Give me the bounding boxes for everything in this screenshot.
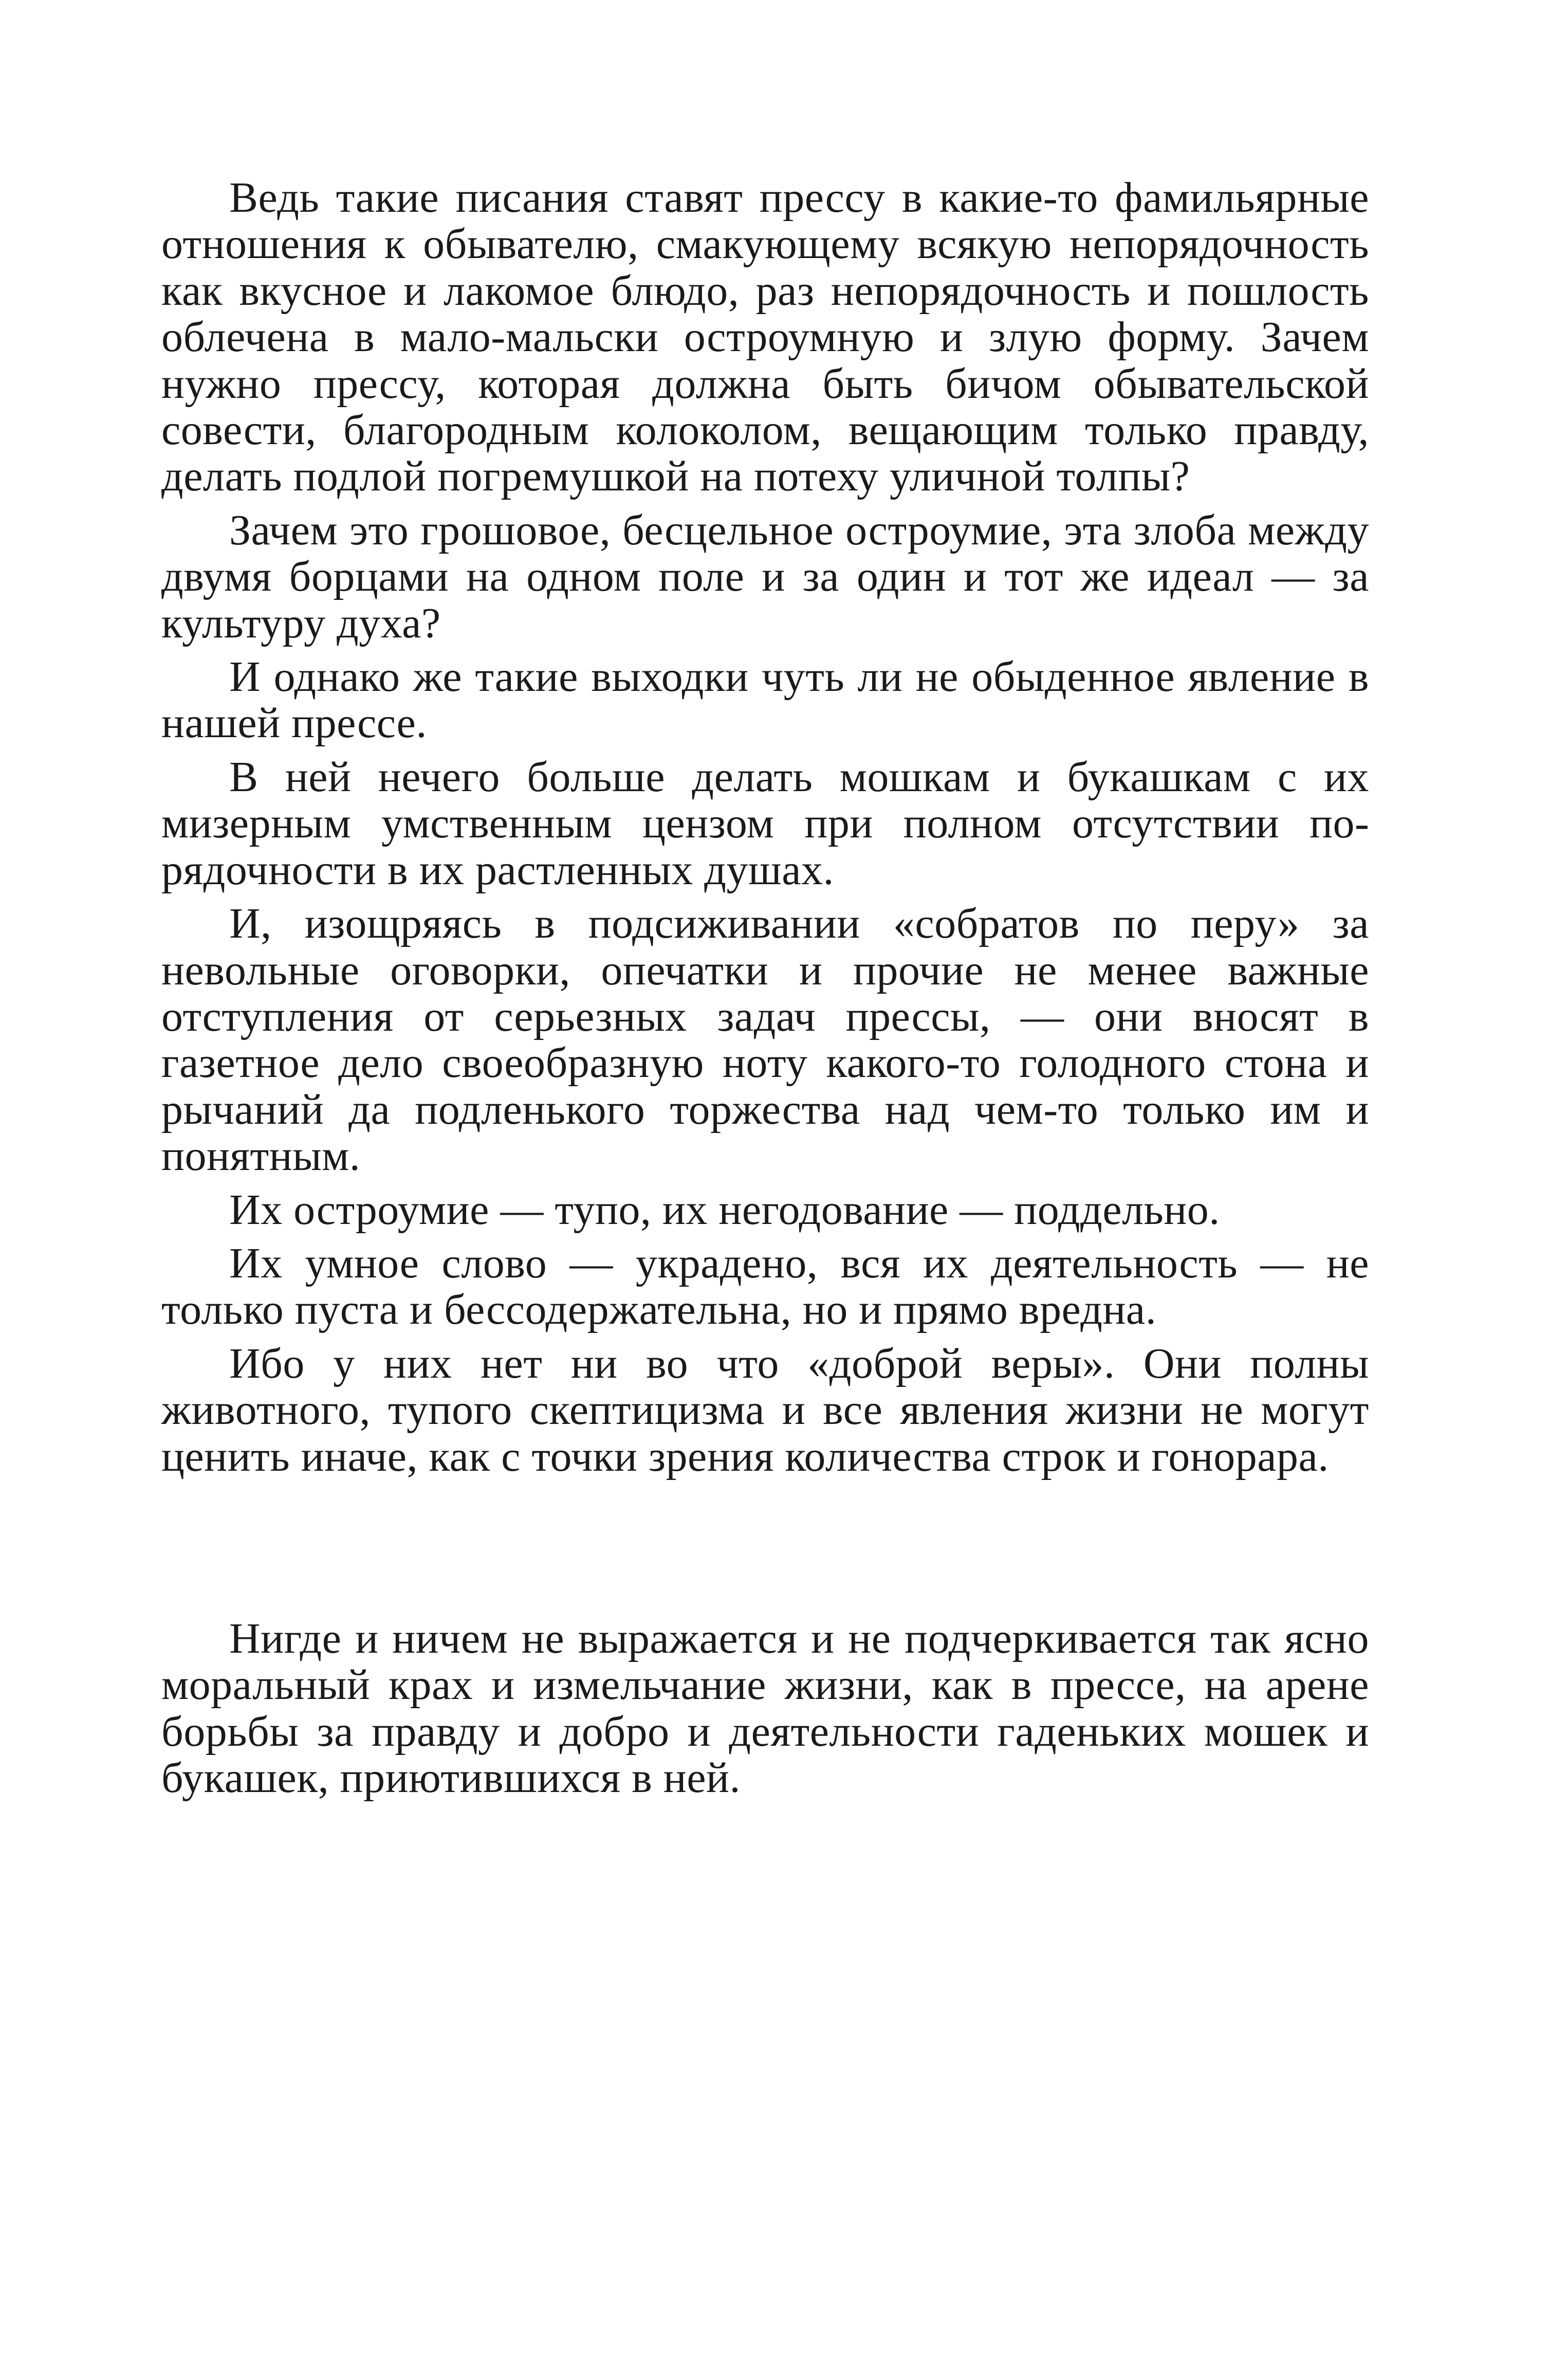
paragraph: Их остроумие — тупо, их негодование — поддельно. bbox=[229, 1185, 1220, 1234]
paragraph: И однако же такие выходки чуть ли не обыденное явление в нашей прессе. bbox=[161, 653, 1369, 747]
paragraph: В ней нечего больше делать мошкам и букашкам с их мизерным умственным цензом при полном отсутствии порядочности в их растленных душах. bbox=[161, 753, 1369, 894]
paragraph: И, изощряясь в подсиживании «собратов по перу» за невольные оговорки, опечатки и прочие не менее важные отступления от серьезных задач прессы, — они вносят в газетное дело своеобразную ноту какого-то голодного стона и рычаний да подленького торжества над чем-то только им и понятным. bbox=[161, 900, 1369, 1180]
paragraph: Их умное слово — украдено, вся их деятельность — не только пуста и бессодержательна, но и прямо вредна. bbox=[161, 1239, 1369, 1334]
paragraph: Ибо у них нет ни во что «доброй веры». Они полны животного, тупого скептицизма и все явления жизни не могут ценить иначе, как с точки зрения количества строк и гонорара. bbox=[161, 1339, 1369, 1480]
paragraph: Зачем это грошовое, бесцельное остроумие, эта злоба между двумя борцами на одном поле и за один и тот же идеал — за культуру духа? bbox=[161, 506, 1369, 647]
text-section-1 bbox=[161, 175, 1369, 1480]
paragraph: Ведь такие писания ставят прессу в какие-то фамильярные отношения к обывателю, смакующему всякую непорядочность как вкусное и лакомое блюдо, раз непорядочность и пошлость облечена в мало-мальски остроумную и злую форму. Зачем нужно прессу, которая должна быть бичом обывательской совести, благородным колоколом, вещающим только правду, делать подлой погремушкой на потеху уличной толпы? bbox=[161, 174, 1369, 501]
section-spacer bbox=[161, 1487, 1369, 1616]
paragraph: Нигде и ничем не выражается и не подчеркивается так ясно моральный крах и измельчание жизни, как в прессе, на арене борьбы за правду и добро и деятельности гаденьких мошек и букашек, приютившихся в ней. bbox=[161, 1614, 1369, 1802]
page-body bbox=[161, 175, 1369, 1809]
text-section-2 bbox=[161, 1616, 1369, 1802]
